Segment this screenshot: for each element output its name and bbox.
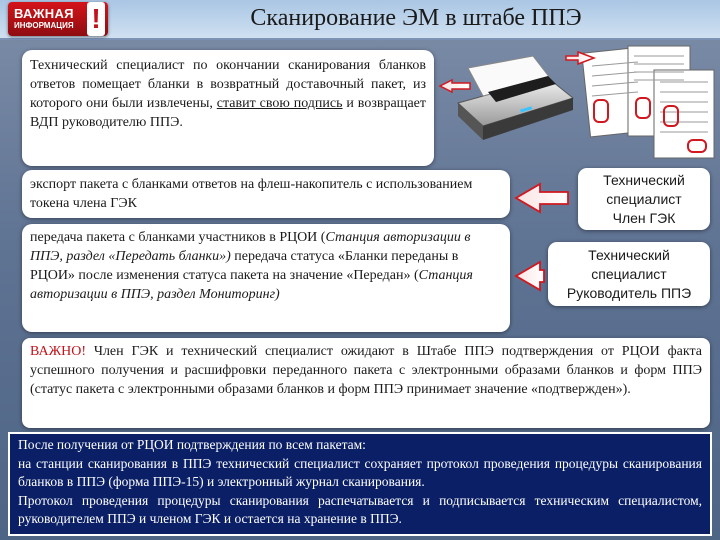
exclamation-icon: !: [87, 2, 105, 36]
box1-text-b: и возвращает ВДП руководителю ППЭ.: [30, 96, 427, 130]
instruction-box-return-envelope: [22, 50, 434, 166]
export-step-box: [22, 170, 510, 218]
transfer-text-a: передача пакета с бланками участников в РЦОИ (: [30, 230, 326, 245]
important-note-box: [22, 338, 710, 428]
final-line3: Протокол проведения процедуры сканирования распечатывается и подписывается техническим специалистом, руководителем ППЭ и членом ГЭК и остается на хранение в ППЭ.: [18, 492, 702, 526]
role1-line1: Технический: [603, 172, 685, 188]
badge-line1: ВАЖНАЯ: [14, 6, 74, 21]
role-tech-gek: [578, 168, 710, 230]
final-line1: После получения от РЦОИ подтверждения по всем пакетам:: [18, 437, 366, 452]
transfer-step-box: [22, 224, 510, 332]
transfer-italic-b: Станция авторизации в ППЭ, раздел Мониторинг): [30, 268, 473, 302]
important-note-text: Член ГЭК и технический специалист ожидают в Штабе ППЭ подтверждения от РЦОИ факта успешного получения и расшифровки переданного пакета с электронными образами бланков и форм ППЭ (статус пакета с электронными образами бланков и форм ППЭ принимает значение «подтвержден»).: [30, 344, 702, 397]
transfer-text-b: передача статуса «Бланки переданы в РЦОИ» после изменения статуса пакета на значение «Передан» (: [30, 249, 459, 283]
arrow-role2-to-transfer: [516, 262, 544, 290]
role2-line3: Руководитель ППЭ: [566, 285, 692, 301]
answer-sheets-icon: [580, 42, 718, 160]
export-step-text: экспорт пакета с бланками ответов на флеш-накопитель с использованием токена члена ГЭК: [30, 177, 473, 211]
box1-text-a: Технический специалист по окончании сканирования бланков ответов помещает бланки в возвратный доставочный пакет, из которого они были извлечены,: [30, 58, 426, 111]
role1-line3: Член ГЭК: [612, 210, 676, 226]
page-title: Сканирование ЭМ в штабе ППЭ: [250, 5, 582, 31]
final-steps-panel: [8, 432, 712, 536]
arrow-role1-to-export: [516, 184, 568, 212]
transfer-italic-a: Станция авторизации в ППЭ, раздел «Передать бланки»): [30, 230, 471, 264]
badge-line2: ИНФОРМАЦИЯ: [14, 21, 74, 30]
role1-line2: специалист: [606, 191, 682, 207]
final-line2: на станции сканирования в ППЭ технический специалист сохраняет протокол проведения процедуры сканирования бланков в ППЭ (форма ППЭ-15) и электронный журнал сканирования.: [18, 455, 702, 489]
box1-underlined: ставит свою подпись: [216, 96, 343, 111]
important-label: ВАЖНО!: [30, 344, 86, 359]
role2-line2: специалист: [591, 266, 667, 282]
header-bar: [0, 0, 720, 40]
role2-line1: Технический: [588, 247, 670, 263]
role-tech-head: [548, 242, 710, 306]
scanner-icon: [438, 48, 578, 148]
important-info-badge: [8, 2, 108, 36]
